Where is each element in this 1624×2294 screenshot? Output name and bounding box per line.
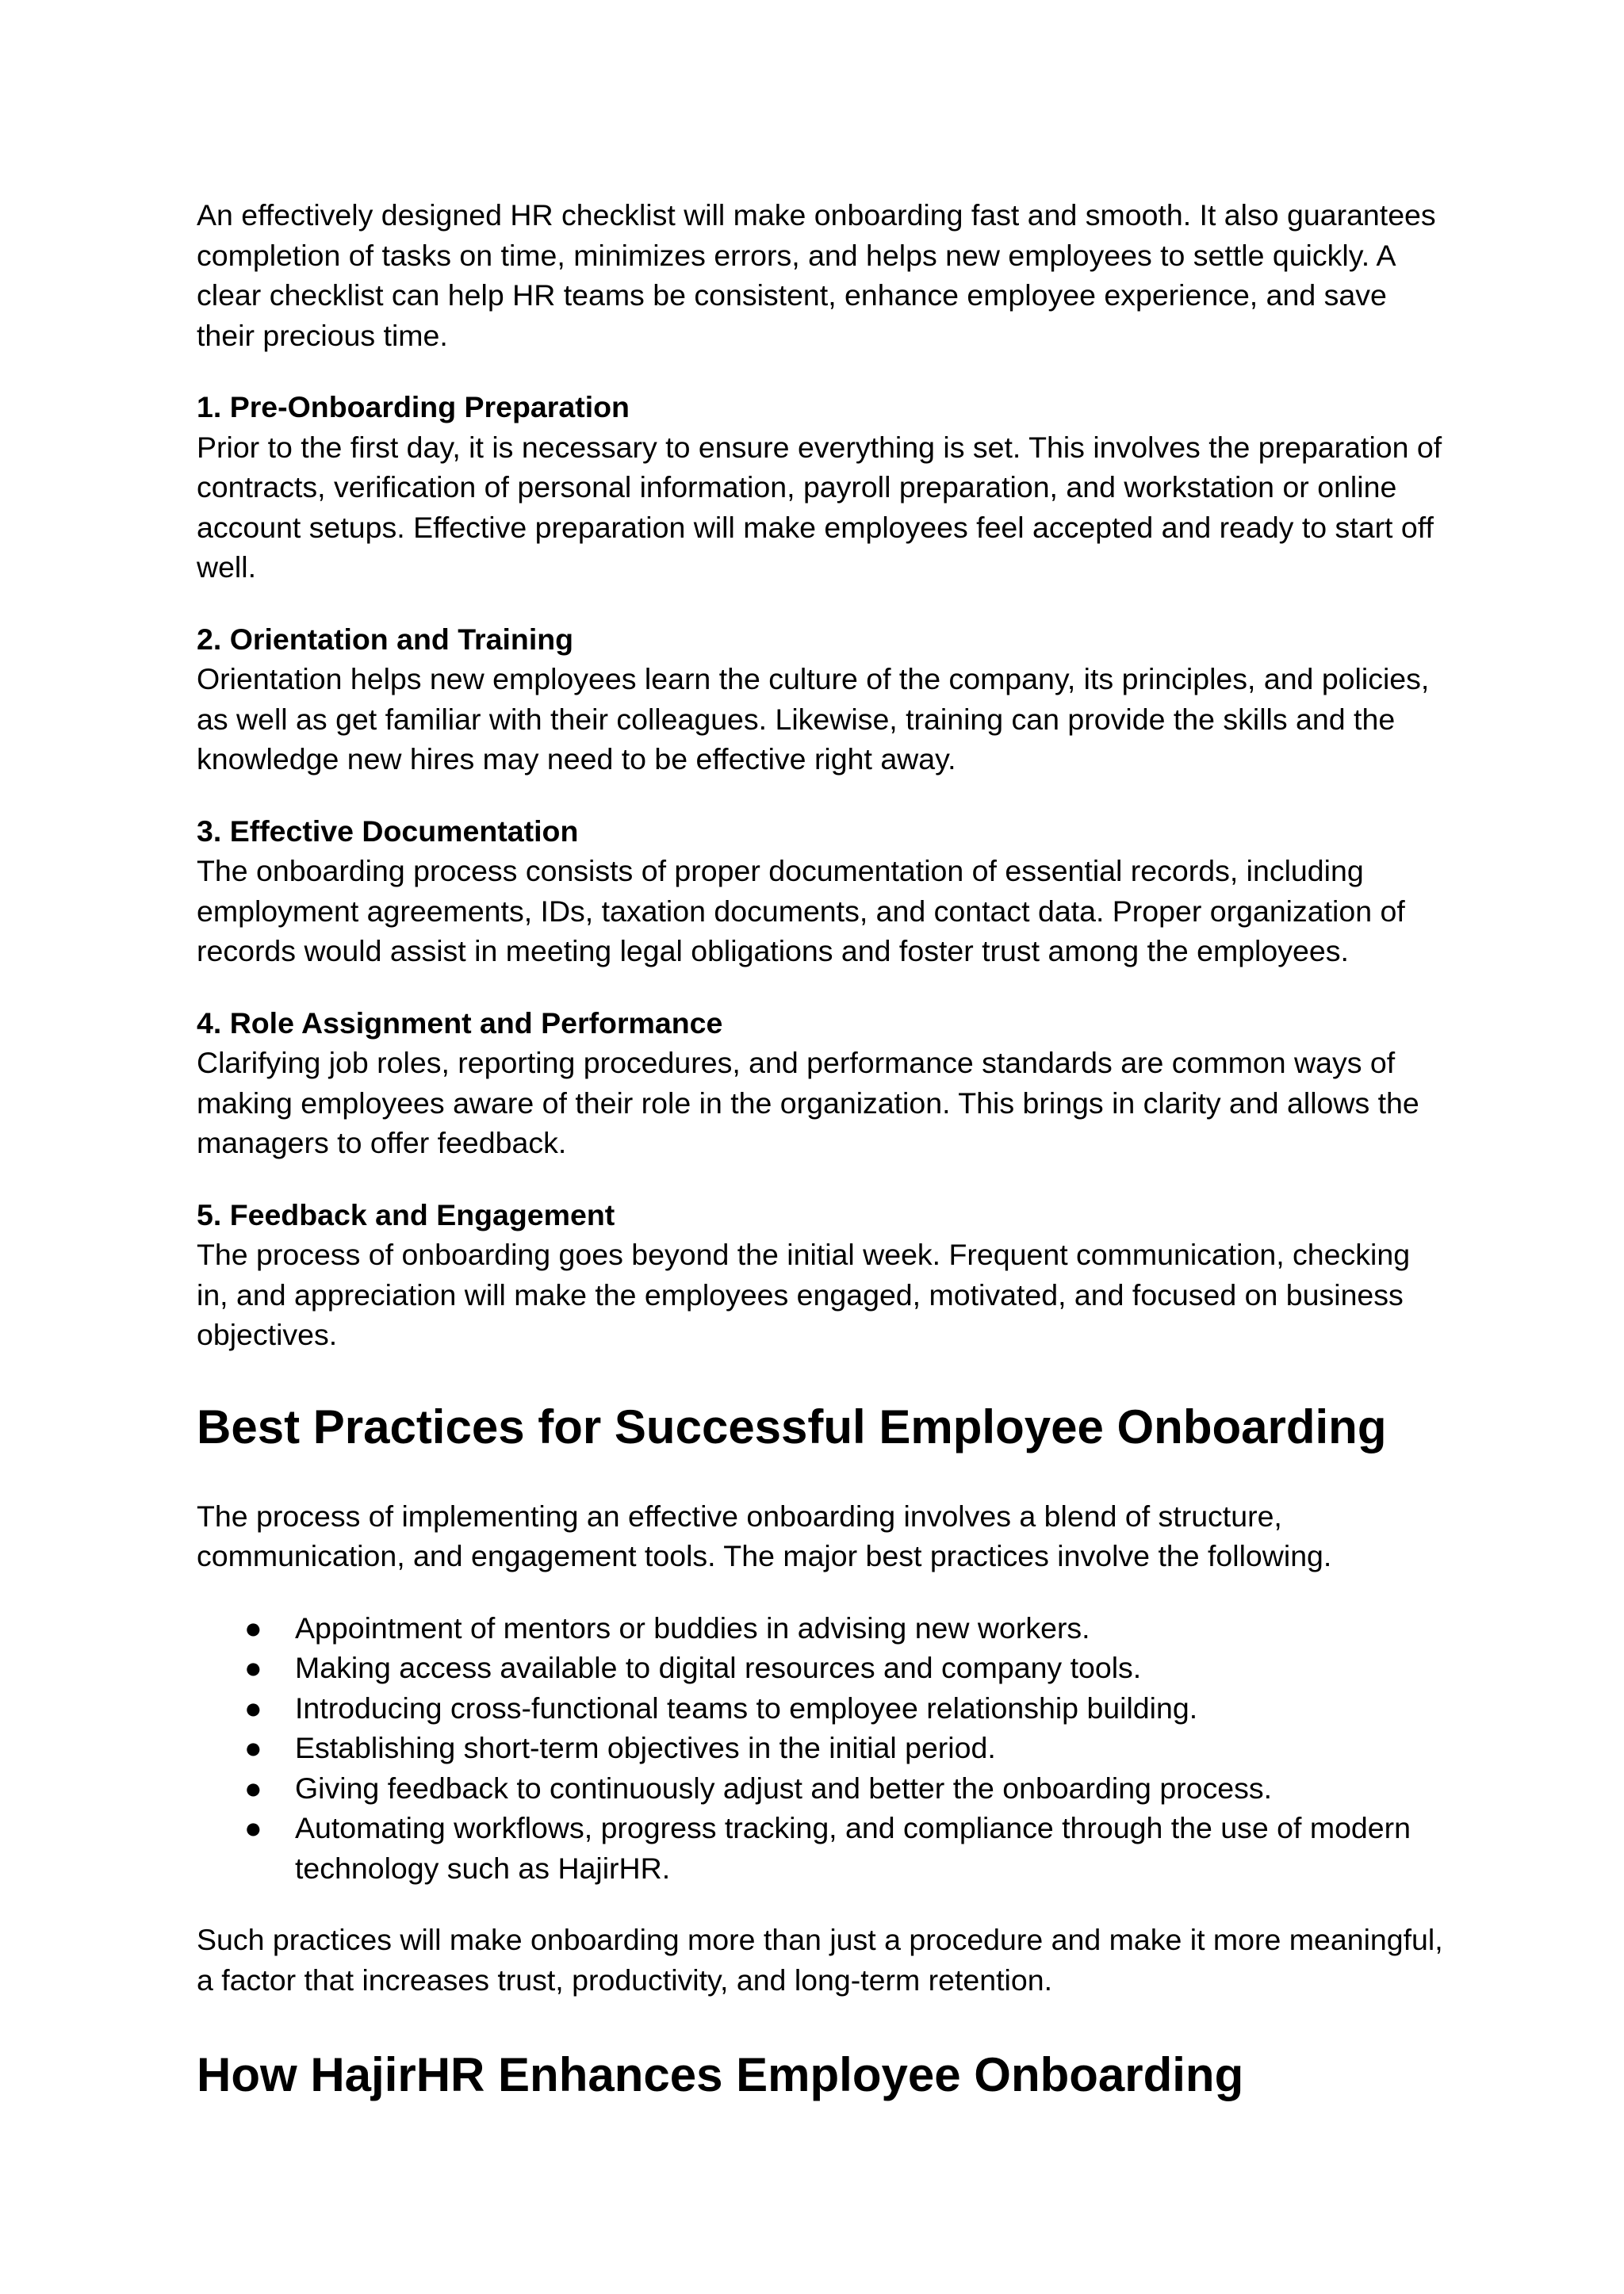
checklist-section-5 <box>197 1195 1450 1355</box>
section-heading: 1. Pre-Onboarding Preparation <box>197 390 630 423</box>
section-body: The onboarding process consists of proper documentation of essential records, including employment agreements, IDs, taxation documents, and contact data. Proper organization of records would assist in meeting legal obligations and foster trust among the employees. <box>197 854 1405 967</box>
list-item <box>197 1768 1450 1809</box>
bullet-icon: ● <box>244 1731 262 1764</box>
bullet-icon: ● <box>244 1610 262 1645</box>
list-item-text: Appointment of mentors or buddies in advising new workers. <box>295 1610 1090 1645</box>
hajirhr-section-title: How HajirHR Enhances Employee Onboarding <box>197 2048 1244 2101</box>
bullet-icon: ● <box>244 1771 262 1805</box>
section-heading: 2. Orientation and Training <box>197 622 574 656</box>
checklist-section-1 <box>197 387 1450 588</box>
list-item <box>197 1688 1450 1729</box>
list-item-text: Giving feedback to continuously adjust and better the onboarding process. <box>295 1771 1273 1805</box>
list-item-text: Establishing short-term objectives in the initial period. <box>295 1731 996 1764</box>
section-body: Clarifying job roles, reporting procedures, and performance standards are common ways of making employees aware of their role in the organization. This brings in clarity and allows the managers to offer feedback. <box>197 1046 1419 1159</box>
list-item <box>197 1648 1450 1688</box>
best-practices-list <box>197 1608 1450 1889</box>
section-body: The process of onboarding goes beyond the initial week. Frequent communication, checking in, and appreciation will make the employees engaged, motivated, and focused on business objectives. <box>197 1238 1411 1351</box>
best-practices-intro: The process of implementing an effective onboarding involves a blend of structure, communication, and engagement tools. The major best practices involve the following. <box>197 1499 1332 1572</box>
section-heading: 5. Feedback and Engagement <box>197 1197 615 1231</box>
list-item-text: Automating workflows, progress tracking, and compliance through the use of modern technology such as HajirHR. <box>295 1811 1411 1885</box>
document-page <box>197 195 1450 2104</box>
bullet-icon: ● <box>244 1651 262 1684</box>
checklist-section-2 <box>197 619 1450 779</box>
bullet-icon: ● <box>244 1811 262 1844</box>
section-heading: 3. Effective Documentation <box>197 814 579 848</box>
intro-paragraph: An effectively designed HR checklist will make onboarding fast and smooth. It also guarantees completion of tasks on time, minimizes errors, and helps new employees to settle quickly. A clear checklist can help HR teams be consistent, enhance employee experience, and save their precious time. <box>197 198 1436 352</box>
list-item <box>197 1728 1450 1768</box>
checklist-section-3 <box>197 811 1450 971</box>
list-item <box>197 1608 1450 1649</box>
best-practices-conclusion: Such practices will make onboarding more than just a procedure and make it more meaningful, a factor that increases trust, productivity, and long-term retention. <box>197 1923 1443 1997</box>
section-body: Prior to the first day, it is necessary to ensure everything is set. This involves the preparation of contracts, verification of personal information, payroll preparation, and workstation or online account setups. Effective preparation will make employees feel accepted and ready to start off well. <box>197 430 1442 584</box>
checklist-section-4 <box>197 1003 1450 1163</box>
section-body: Orientation helps new employees learn the culture of the company, its principles, and policies, as well as get familiar with their colleagues. Likewise, training can provide the skills and the knowledge new hires may need to be effective right away. <box>197 662 1430 776</box>
list-item-text: Introducing cross-functional teams to employee relationship building. <box>295 1691 1198 1725</box>
list-item-text: Making access available to digital resources and company tools. <box>295 1651 1142 1684</box>
best-practices-title: Best Practices for Successful Employee Onboarding <box>197 1400 1387 1453</box>
section-heading: 4. Role Assignment and Performance <box>197 1005 723 1040</box>
list-item <box>197 1808 1450 1888</box>
bullet-icon: ● <box>244 1691 262 1725</box>
